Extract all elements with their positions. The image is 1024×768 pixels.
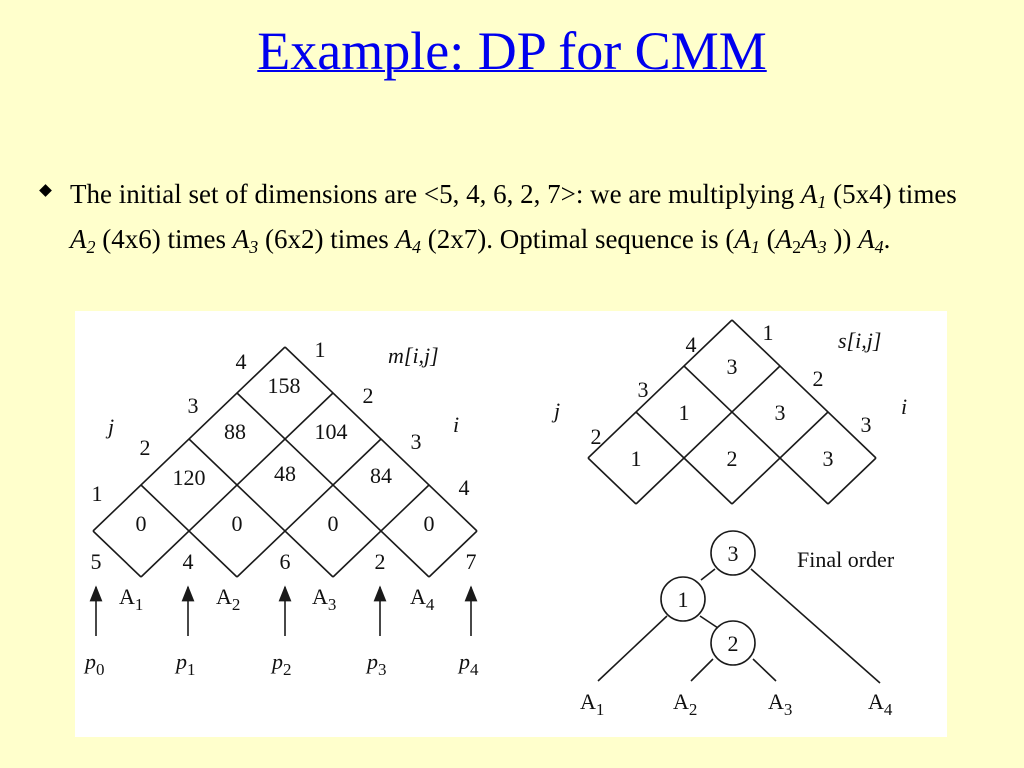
bullet-seg: . <box>883 224 891 254</box>
bullet-seg: (2x7). Optimal sequence is ( <box>420 224 735 254</box>
m-cell: 48 <box>274 461 296 486</box>
s-table-diagram <box>551 320 907 504</box>
m-j-axis-label: j <box>108 414 115 439</box>
matrix-a: A <box>734 224 751 254</box>
matrix-sub: 3 <box>249 237 259 257</box>
matrix-a: A <box>801 224 818 254</box>
bullet-item <box>36 172 976 262</box>
tree-edges <box>598 569 880 683</box>
matrix-a: A <box>70 224 87 254</box>
m-j-tick: 2 <box>139 435 151 460</box>
tree-leaf: $A_4$ <box>868 689 893 719</box>
m-cell: 0 <box>423 511 435 536</box>
figure-svg <box>75 311 947 737</box>
bullet-seg: (4x6) times <box>95 224 233 254</box>
m-cell: 120 <box>172 465 206 490</box>
dimension-value: 4 <box>182 549 194 574</box>
tree-leaf: $A_2$ <box>673 689 698 719</box>
tree-leaf: $A_3$ <box>768 689 793 719</box>
m-i-tick: 4 <box>458 475 470 500</box>
p-label: $p_1$ <box>176 649 196 679</box>
matrix-label: $A_1$ <box>119 584 144 614</box>
m-cell: 0 <box>231 511 243 536</box>
s-i-axis-label: i <box>901 394 908 419</box>
m-i-tick: 2 <box>362 383 374 408</box>
matrix-sub: 4 <box>411 237 421 257</box>
matrix-a: A <box>232 224 250 254</box>
m-i-tick: 3 <box>410 429 422 454</box>
p-label: $p_2$ <box>272 649 292 679</box>
bullet-seg: (6x2) times <box>258 224 396 254</box>
matrix-a: A <box>395 224 412 254</box>
tree-node-label: 1 <box>677 587 689 612</box>
matrix-sub: 2 <box>792 237 802 257</box>
p-label: $p_4$ <box>459 649 479 679</box>
tree-node-label: 2 <box>727 631 739 656</box>
m-table-diagram <box>92 337 478 577</box>
s-cell: 3 <box>774 400 786 425</box>
matrix-label: $A_2$ <box>216 584 241 614</box>
matrix-sub: 1 <box>817 192 827 212</box>
bullet-seg: The initial set of dimensions are <5, 4, 6, 2, 7>: we are multiplying <box>70 179 801 209</box>
matrix-sub: 1 <box>750 237 760 257</box>
p-label: $p_0$ <box>85 649 105 679</box>
m-cell: 0 <box>135 511 147 536</box>
m-j-tick: 1 <box>91 481 103 506</box>
m-cell: 158 <box>267 373 301 398</box>
s-j-tick: 2 <box>590 424 602 449</box>
m-cell: 104 <box>314 419 348 444</box>
matrix-a: A <box>858 224 875 254</box>
matrix-sub: 2 <box>86 237 96 257</box>
m-j-tick: 3 <box>187 393 199 418</box>
m-cell: 88 <box>224 419 246 444</box>
dimension-value: 2 <box>374 549 386 574</box>
tree-leaf: $A_1$ <box>580 689 605 719</box>
s-cell: 3 <box>726 354 738 379</box>
bullet-diamond-icon <box>39 184 52 197</box>
m-cell: 0 <box>327 511 339 536</box>
m-i-tick: 1 <box>314 337 326 362</box>
bullet-seg: ( <box>759 224 776 254</box>
s-i-tick: 2 <box>812 366 824 391</box>
tree-node-label: 3 <box>727 541 739 566</box>
m-i-axis-label: i <box>453 412 460 437</box>
s-cell: 3 <box>822 446 834 471</box>
s-cell: 2 <box>726 446 738 471</box>
m-table-label: m[i,j] <box>388 343 439 368</box>
matrix-label: $A_4$ <box>410 584 435 614</box>
s-j-tick: 3 <box>637 377 649 402</box>
s-table-grid <box>588 320 876 504</box>
dimension-value: 6 <box>279 549 291 574</box>
bullet-text <box>70 172 974 262</box>
matrix-a: A <box>775 224 793 254</box>
figure-panel <box>75 311 947 737</box>
final-order-label: Final order <box>797 547 895 572</box>
bullet-seg: )) <box>826 224 859 254</box>
s-i-tick: 3 <box>860 412 872 437</box>
final-order-tree <box>580 531 895 719</box>
dimension-value: 5 <box>90 549 102 574</box>
m-cell: 84 <box>370 463 392 488</box>
slide-title: Example: DP for CMM <box>257 21 767 81</box>
bullet-seg: (5x4) times <box>826 179 957 209</box>
s-j-tick: 4 <box>685 332 697 357</box>
s-j-axis-label: j <box>554 398 561 423</box>
p-label: $p_3$ <box>367 649 387 679</box>
s-cell: 1 <box>678 400 690 425</box>
matrix-sub: 3 <box>817 237 827 257</box>
dimension-value: 7 <box>465 549 477 574</box>
s-cell: 1 <box>630 446 642 471</box>
matrix-sub: 4 <box>874 237 884 257</box>
s-i-tick: 1 <box>762 320 774 345</box>
m-j-tick: 4 <box>235 349 247 374</box>
s-table-label: s[i,j] <box>838 328 882 353</box>
matrix-a: A <box>800 179 818 209</box>
matrix-label: $A_3$ <box>312 584 337 614</box>
